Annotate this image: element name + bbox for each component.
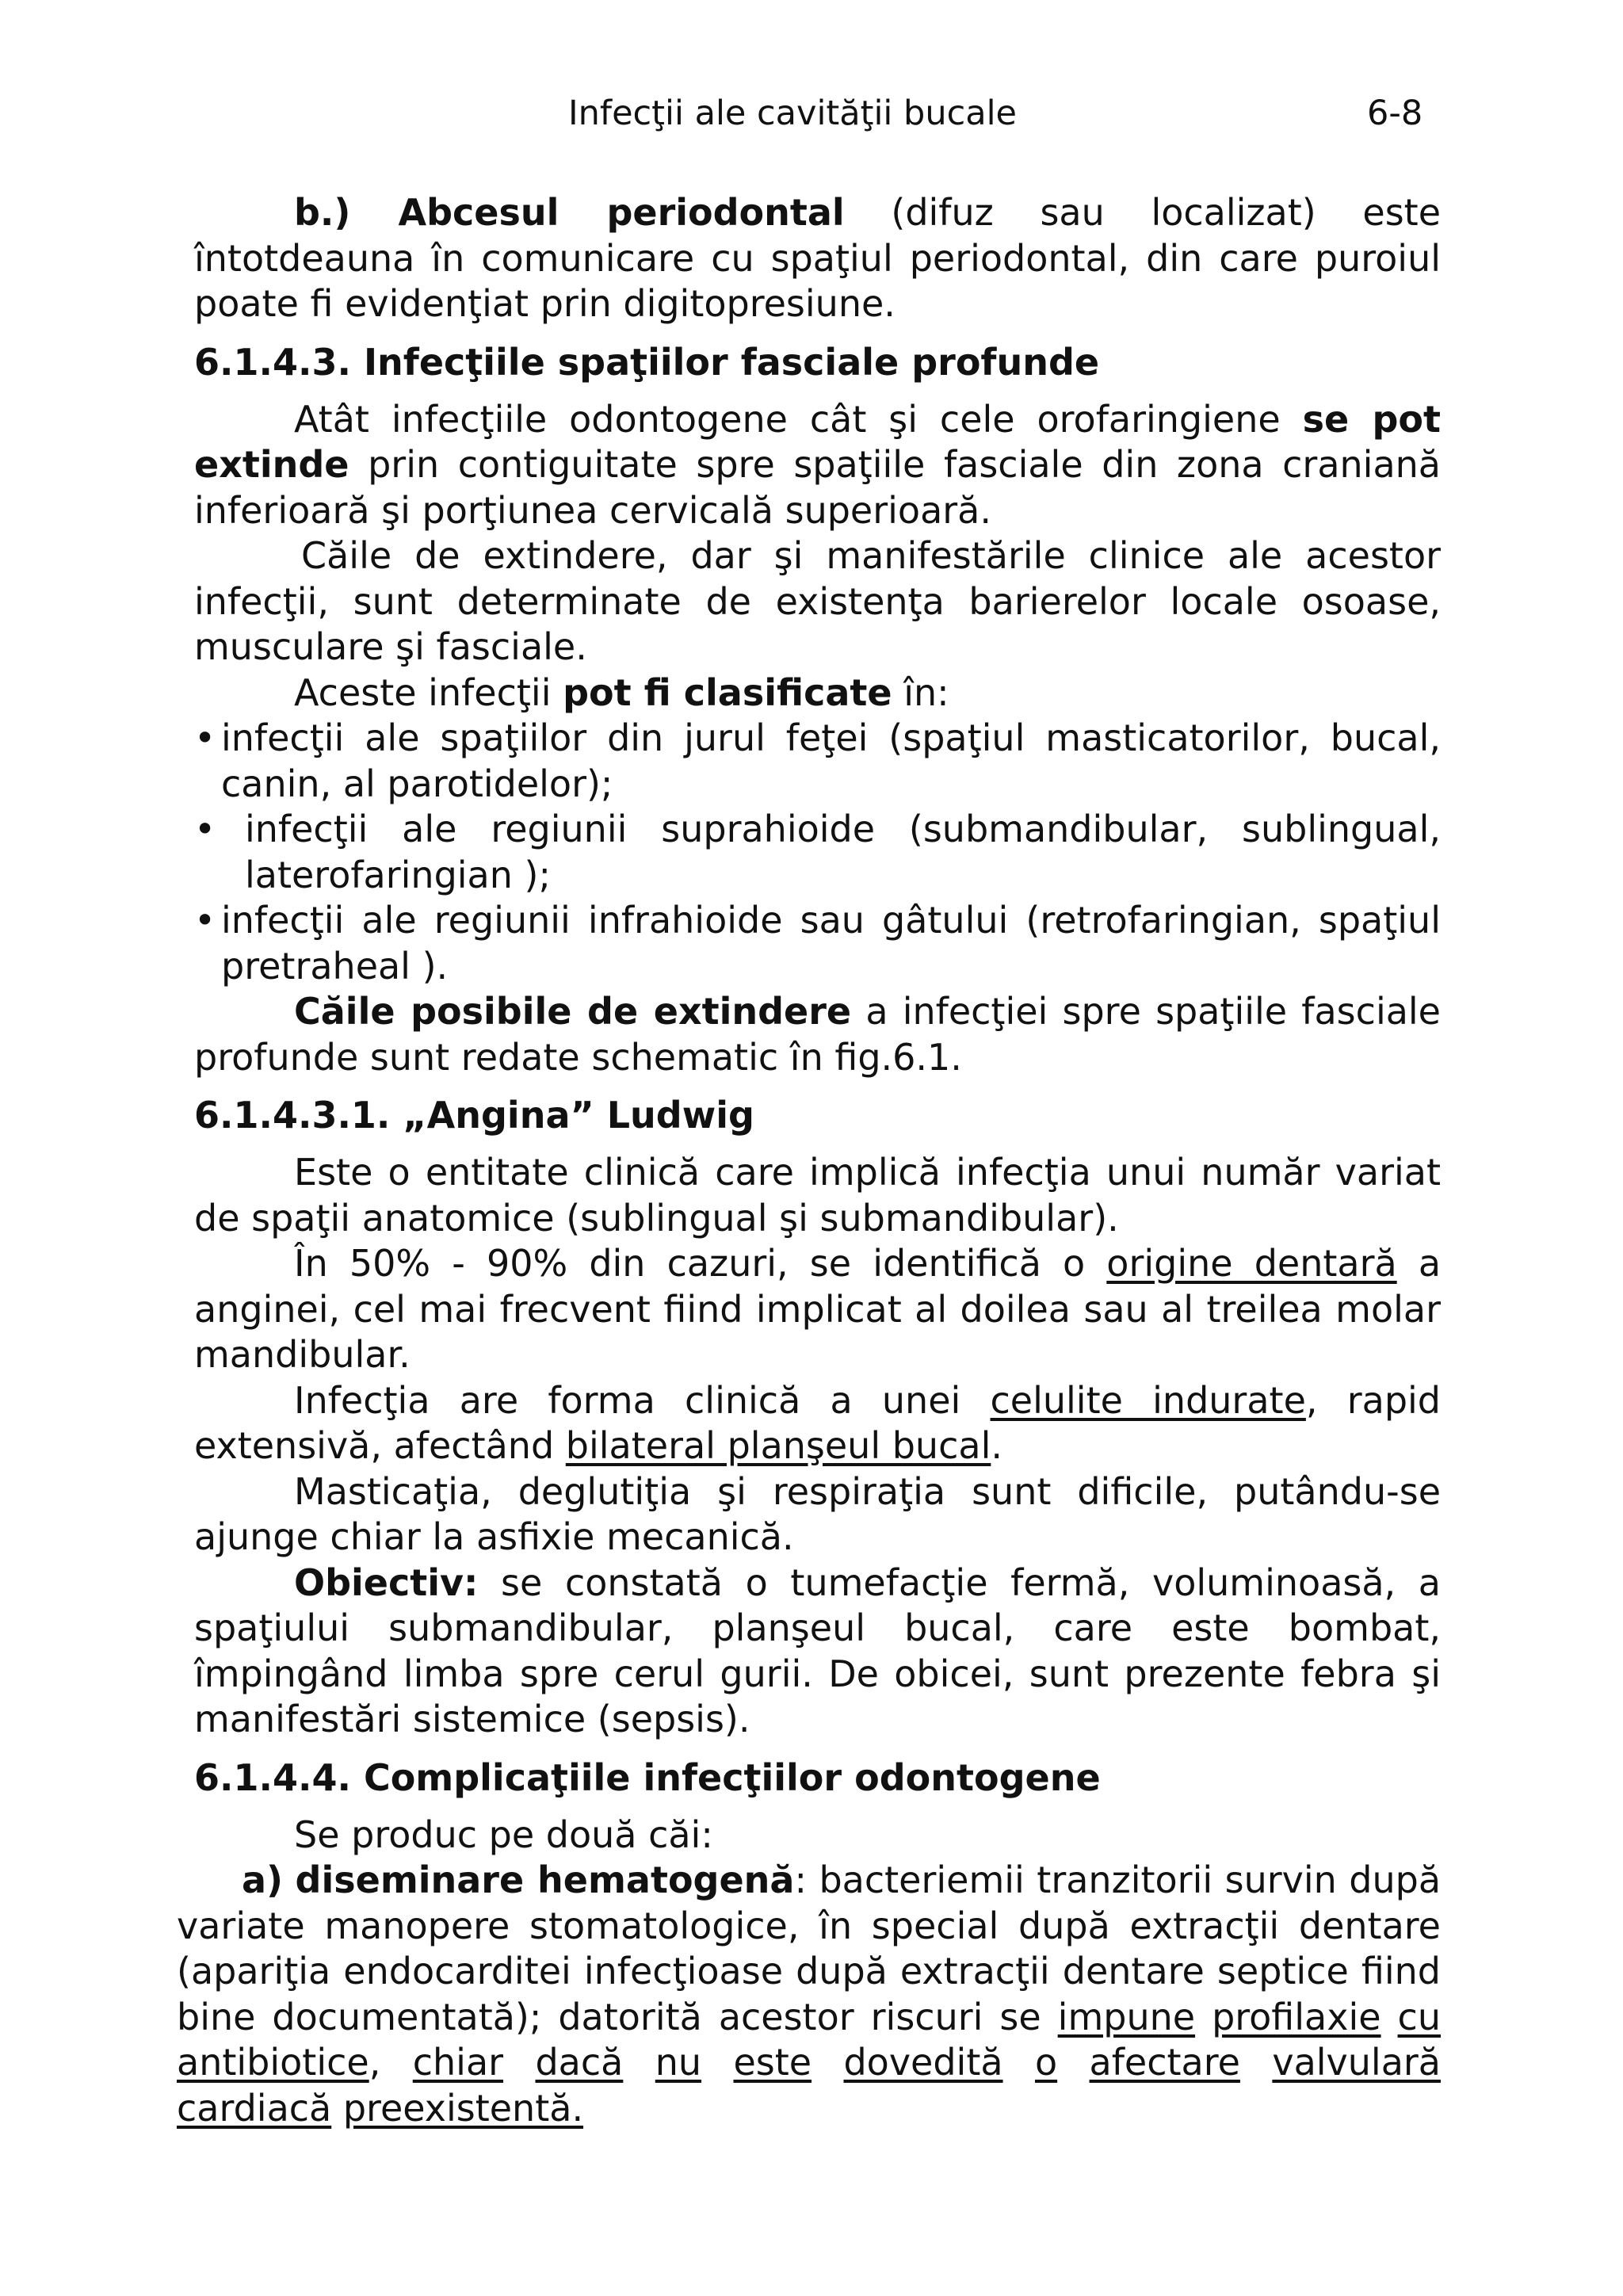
paragraph-se-produc: Se produc pe două căi: <box>294 1813 713 1856</box>
text-span: se constată o tumefacţie fermă, voluminoasă, a spaţiului submandibular, planşeul bucal, care este bombat, împingând limba spre cerul gurii. De obicei, sunt prezente febra şi manifestări sistemice (sepsis). <box>194 1561 1441 1740</box>
bullet-icon: • <box>194 716 216 759</box>
text-span: , rapid extensivă, afectând <box>194 1378 1441 1467</box>
heading-6-1-4-4: 6.1.4.4. Complicaţiile infecţiilor odontogene <box>194 1755 1101 1799</box>
underlined-span: afectare <box>1089 2041 1240 2084</box>
list-item <box>194 716 1441 807</box>
bold-span: pot fi clasificate <box>563 670 892 714</box>
text-span: Atât infecţiile odontogene cât şi cele orofaringiene <box>294 397 1303 441</box>
heading-6-1-4-3: 6.1.4.3. Infecţiile spaţiilor fasciale profunde <box>194 340 1100 384</box>
page-number: 6-8 <box>1367 94 1423 133</box>
underlined-span: impune <box>1057 1995 1196 2038</box>
underlined-span: bilateral planşeul bucal <box>565 1424 991 1467</box>
paragraph-entitate-clinica: Este o entitate clinică care implică infecţia unui număr variat de spaţii anatomice (sublingual şi submandibular). <box>194 1151 1441 1240</box>
list-item-a <box>177 1858 1441 2131</box>
paragraph-masticatia: Masticaţia, deglutiţia şi respiraţia sunt dificile, putându-se ajunge chiar la asfixie mecanică. <box>194 1469 1441 1558</box>
list-item-text: infecţii ale regiunii suprahioide (submandibular, sublingual, laterofaringian ); <box>245 808 1441 896</box>
underlined-span: valvulară <box>1272 2041 1441 2084</box>
page-header <box>0 94 1623 141</box>
underlined-span: este <box>733 2041 812 2084</box>
item-a-label <box>177 1858 283 1904</box>
bold-span: a) <box>242 1859 284 1901</box>
text-span: În 50% - 90% din cazuri, se identifică o <box>294 1242 1107 1285</box>
paragraph-abces-periodontal <box>194 190 1441 327</box>
bold-span: diseminare hematogenă <box>295 1859 795 1901</box>
page-content <box>177 190 1442 2131</box>
text-span: . <box>991 1424 1002 1467</box>
underlined-span: cardiacă <box>177 2086 332 2130</box>
list-item-text: infecţii ale regiunii infrahioide sau gâtului (retrofaringian, spaţiul pretraheal ). <box>221 899 1441 988</box>
text-span: a anginei, cel mai frecvent fiind implicat al doilea sau al treilea molar mandibular. <box>194 1242 1442 1376</box>
list-item <box>194 807 1441 898</box>
underlined-span: preexistentă. <box>342 2086 584 2130</box>
list-item-text: infecţii ale spaţiilor din jurul feţei (spaţiul masticatorilor, bucal, canin, al parotidelor); <box>221 716 1441 805</box>
underlined-span: dovedită <box>843 2041 1003 2084</box>
bullet-icon: • <box>194 899 216 942</box>
underlined-span: origine dentară <box>1106 1242 1397 1285</box>
text-span: în: <box>892 670 949 714</box>
paragraph-clasificare <box>194 670 1441 716</box>
underlined-span: profilaxie <box>1212 1995 1381 2038</box>
text-span: Aceste infecţii <box>294 670 563 714</box>
underlined-span: o <box>1034 2041 1058 2084</box>
text-span: , <box>369 2041 381 2084</box>
underlined-span: antibiotice <box>177 2041 369 2084</box>
text-span: Infecţia are forma clinică a unei <box>294 1378 991 1422</box>
underlined-span: cu <box>1397 1995 1441 2038</box>
abces-text: (difuz sau localizat) este întotdeauna în comunicare cu spaţiul periodontal, din care puroiul poate fi evidenţiat prin digitopresiune. <box>194 191 1441 325</box>
list-item <box>194 898 1441 989</box>
underlined-span: chiar <box>412 2041 504 2084</box>
text-span: prin contiguitate spre spaţiile fasciale din zona craniană inferioară şi porţiunea cervicală superioară. <box>194 443 1441 532</box>
underlined-span: nu <box>655 2041 702 2084</box>
paragraph-cai-posibile <box>194 989 1441 1080</box>
paragraph-extindere <box>194 397 1441 534</box>
bold-span: Obiectiv: <box>294 1561 479 1604</box>
bold-span: Căile posibile de extindere <box>294 990 852 1033</box>
paragraph-origine-dentara <box>194 1241 1441 1378</box>
paragraph-cai-extindere: Căile de extindere, dar şi manifestările clinice ale acestor infecţii, sunt determinate de existenţa barierelor locale osoase, musculare şi fasciale. <box>194 534 1441 668</box>
bullet-icon: • <box>194 808 216 850</box>
text-span: a infecţiei spre spaţiile fasciale profunde sunt redate schematic în fig.6.1. <box>194 990 1441 1079</box>
text-span: : bacteriemii tranzitorii survin după variate manopere stomatologice, în special după extracţii dentare (apariţia endocarditei infecţioase după extracţii dentare septice fiind bine documentată); datorită acestor riscuri se <box>177 1859 1442 2038</box>
bold-span: se pot extinde <box>194 397 1441 486</box>
header-title: Infecţii ale cavităţii bucale <box>568 94 1017 133</box>
underlined-span: celulite indurate <box>990 1378 1306 1422</box>
paragraph-forma-clinica <box>194 1378 1441 1469</box>
heading-angina-ludwig: 6.1.4.3.1. „Angina” Ludwig <box>194 1094 754 1137</box>
paragraph-obiectiv <box>194 1561 1441 1743</box>
abces-label: b.) Abcesul periodontal <box>294 191 845 234</box>
underlined-span: dacă <box>535 2041 624 2084</box>
